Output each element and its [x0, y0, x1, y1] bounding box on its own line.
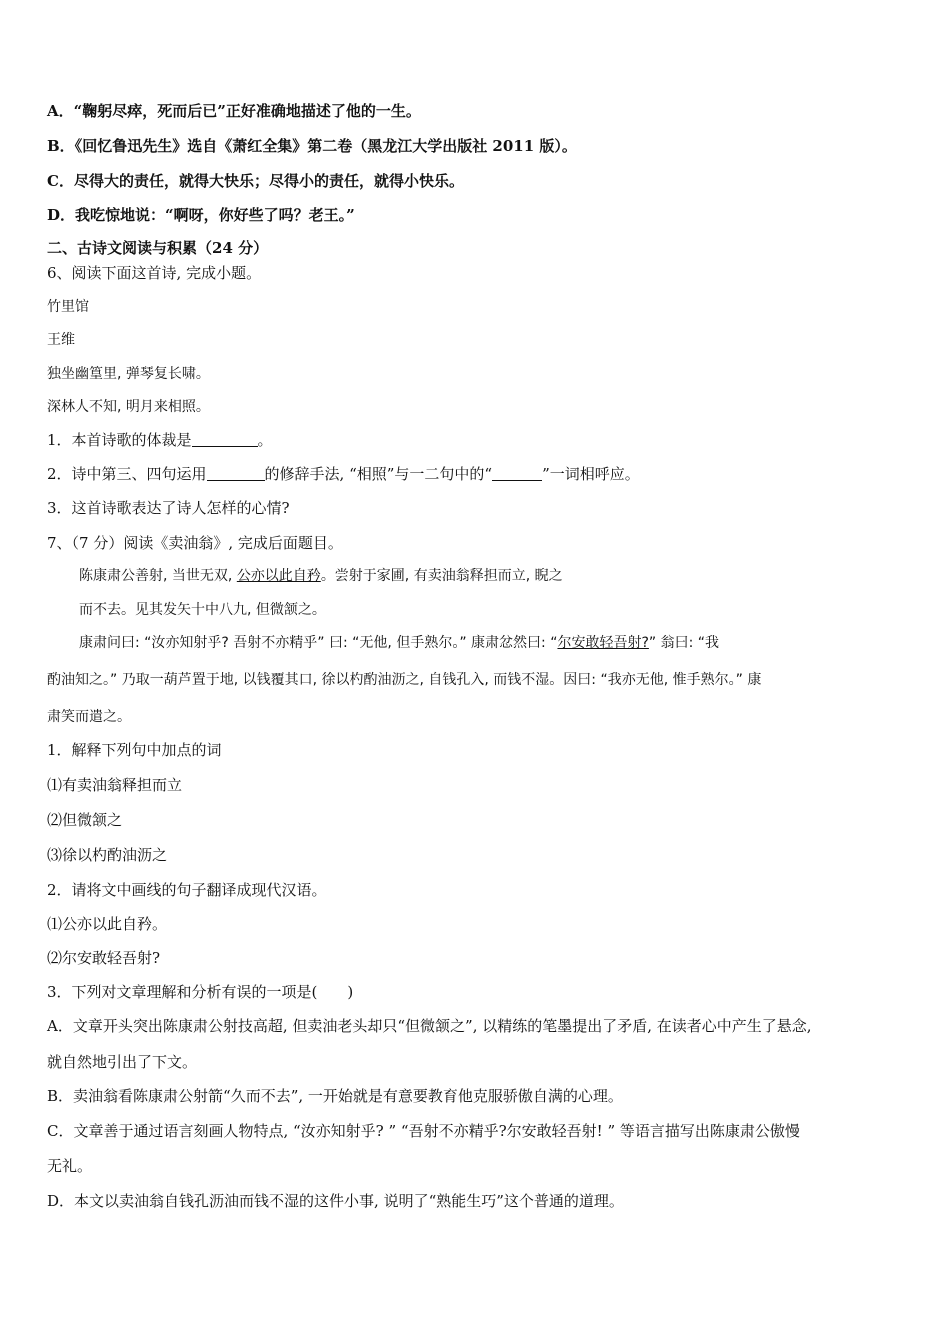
option-label: B． [47, 137, 75, 155]
option-label: C． [47, 172, 74, 190]
poem-line-2: 深林人不知, 明月来相照。 [47, 399, 210, 415]
option-text: 尽得大的责任，就得大快乐；尽得小的责任，就得小快乐。 [73, 172, 464, 190]
q6-sub1 [47, 430, 273, 450]
option-c [47, 171, 464, 191]
q7-sub2: 2．请将文中画线的句子翻译成现代汉语。 [47, 881, 327, 899]
question-7-stem: 7、（7 分）阅读《卖油翁》, 完成后面题目。 [47, 534, 343, 552]
q6-sub2 [47, 464, 640, 484]
q7-sub1-item-2: ⑵但微颔之 [47, 811, 123, 829]
question-6-stem: 6、阅读下面这首诗, 完成小题。 [47, 264, 262, 282]
option-label: A． [47, 102, 74, 120]
option-a [47, 101, 421, 121]
option-label: D． [47, 206, 76, 224]
q6-sub3: 3．这首诗歌表达了诗人怎样的心情? [47, 499, 290, 517]
q6-sub1-text: 1．本首诗歌的体裁是 [47, 431, 192, 449]
option-text: 我吃惊地说：“啊呀，你好些了吗？老王。” [75, 206, 355, 224]
passage-text: ” 翁曰: “我 [648, 635, 720, 651]
q7-sub3-option-a-cont: 就自然地引出了下文。 [47, 1053, 198, 1071]
underlined-sentence: 公亦以此自矜 [236, 568, 321, 584]
q6-sub2-text-3: ”一词相呼应。 [542, 465, 640, 483]
q6-sub2-text: 2．诗中第三、四句运用 [47, 465, 207, 483]
underlined-sentence: 尔安敢轻吾射? [557, 635, 649, 651]
q7-sub2-item-1: ⑴公亦以此自矜。 [47, 915, 168, 933]
q7-sub3: 3．下列对文章理解和分析有误的一项是( ) [47, 983, 354, 1001]
q7-sub1-item-3: ⑶徐以杓酌油沥之 [47, 846, 168, 864]
answer-blank [207, 466, 265, 481]
passage-text: 。尝射于家圃, 有卖油翁释担而立, 睨之 [320, 568, 563, 584]
passage-text: 陈康肃公善射, 当世无双, [79, 568, 237, 584]
option-text: 《回忆鲁迅先生》选自《萧红全集》第二卷（黑龙江大学出版社 2011 版）。 [74, 137, 577, 155]
q7-sub3-option-c-cont: 无礼。 [47, 1157, 93, 1175]
poem-title: 竹里馆 [47, 299, 89, 315]
passage-p2-line2: 酌油知之。” 乃取一葫芦置于地, 以钱覆其口, 徐以杓酌油沥之, 自钱孔入, 而钱不湿。因曰: “我亦无他, 惟手熟尔。” 康 [47, 672, 762, 688]
q7-sub3-option-a: A．文章开头突出陈康肃公射技高超, 但卖油老头却只“但微颔之”, 以精练的笔墨提出了矛盾, 在读者心中产生了悬念, [47, 1017, 812, 1035]
answer-blank [492, 466, 542, 481]
passage-p2-line1 [79, 633, 719, 653]
q6-sub2-text-2: 的修辞手法, “相照”与一二句中的“ [264, 465, 493, 483]
poem-line-1: 独坐幽篁里, 弹琴复长啸。 [47, 366, 210, 382]
poem-author: 王维 [47, 332, 75, 348]
q7-sub1: 1．解释下列句中加点的词 [47, 741, 222, 759]
q7-sub1-item-1: ⑴有卖油翁释担而立 [47, 776, 183, 794]
answer-blank [192, 432, 258, 447]
option-b [47, 136, 577, 156]
passage-text: 康肃问曰: “汝亦知射乎? 吾射不亦精乎” 曰: “无他, 但手熟尔。” 康肃忿然曰: “ [79, 635, 558, 651]
passage-p1-line2: 而不去。见其发矢十中八九, 但微颔之。 [79, 602, 326, 618]
option-d [47, 205, 355, 225]
option-text: “鞠躬尽瘁，死而后已”正好准确地描述了他的一生。 [73, 102, 421, 120]
q7-sub3-option-d: D．本文以卖油翁自钱孔沥油而钱不湿的这件小事, 说明了“熟能生巧”这个普通的道理。 [47, 1192, 624, 1210]
q7-sub3-option-b: B．卖油翁看陈康肃公射箭“久而不去”, 一开始就是有意要教育他克服骄傲自满的心理。 [47, 1087, 623, 1105]
passage-p2-line3: 肃笑而遣之。 [47, 709, 131, 725]
passage-p1-line1 [79, 566, 563, 586]
q6-sub1-end: 。 [257, 431, 273, 449]
q7-sub3-option-c: C．文章善于通过语言刻画人物特点, “汝亦知射乎? ” “吾射不亦精乎?尔安敢轻吾射! ” 等语言描写出陈康肃公傲慢 [47, 1122, 800, 1140]
q7-sub2-item-2: ⑵尔安敢轻吾射? [47, 949, 161, 967]
section-title: 二、古诗文阅读与积累（24 分） [47, 239, 269, 257]
